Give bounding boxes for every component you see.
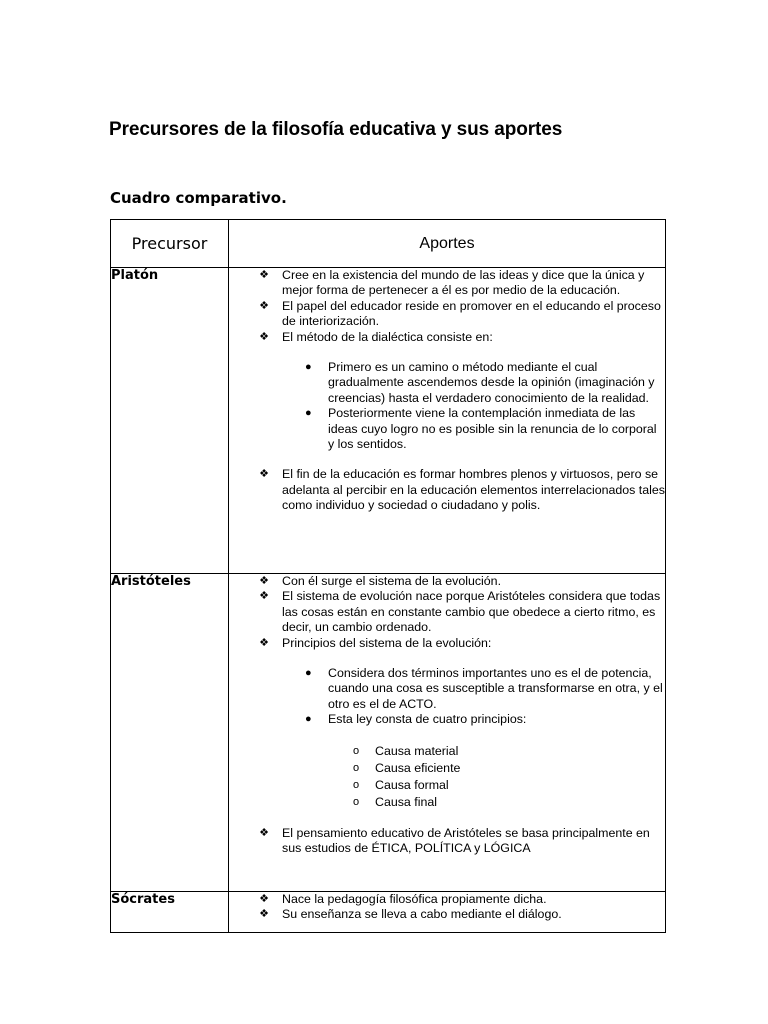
- diamond-bullet-icon: ❖: [259, 908, 269, 921]
- table-row-socrates: [111, 892, 666, 933]
- list-item-text: Cree en la existencia del mundo de las ideas y dice que la única y mejor forma de pertenecer a él es por medio de la educación.: [282, 268, 645, 298]
- list-item-text: Posteriormente viene la contemplación inmediata de las ideas cuyo logro no es posible sin la renuncia de lo corporal y los sentidos.: [328, 406, 657, 452]
- round-bullet-icon: ●: [305, 361, 312, 374]
- list-item: [353, 777, 665, 794]
- list-item: [353, 760, 665, 777]
- list-item-text: Esta ley consta de cuatro principios:: [328, 712, 527, 727]
- diamond-bullet-icon: ❖: [259, 636, 269, 649]
- list-item-text: El pensamiento educativo de Aristóteles se basa principalmente en sus estudios de ÉTICA, POLÍTICA y LÓGICA: [282, 825, 650, 856]
- list-item: [259, 892, 665, 907]
- list-item-text: Causa eficiente: [375, 760, 461, 775]
- circle-list: [328, 743, 665, 811]
- header-aportes: Aportes: [229, 220, 666, 268]
- diamond-bullet-icon: ❖: [259, 575, 269, 587]
- list-item-text: Causa formal: [375, 777, 449, 792]
- circle-bullet-icon: o: [353, 778, 360, 791]
- diamond-list: [229, 574, 665, 856]
- list-item-text: Causa final: [375, 794, 437, 809]
- list-item-text: Considera dos términos importantes uno es el de potencia, cuando una cosa es susceptible a transformarse en otra, y el otro es el de ACTO.: [328, 666, 663, 711]
- list-item-text: Con él surge el sistema de la evolución.: [282, 574, 502, 588]
- list-item: [259, 298, 665, 330]
- list-item: [259, 907, 665, 922]
- list-item: [259, 574, 665, 589]
- circle-bullet-icon: o: [353, 761, 360, 774]
- list-item: [353, 743, 665, 760]
- list-item-text: El sistema de evolución nace porque Aristóteles considera que todas las cosas están en constante cambio que obedece a cierto ritmo, es decir, un cambio ordenado.: [282, 589, 661, 635]
- aportes-cell: [229, 892, 666, 933]
- list-item: [259, 329, 665, 453]
- bullet-list: [282, 360, 665, 452]
- list-item: [305, 406, 665, 452]
- list-item: [305, 666, 665, 712]
- precursor-name: Aristóteles: [111, 574, 229, 892]
- list-item: [259, 589, 665, 635]
- list-item: [305, 712, 665, 810]
- list-item-text: Causa material: [375, 743, 459, 758]
- list-item: [305, 360, 665, 406]
- list-item-text: Nace la pedagogía filosófica propiamente dicha.: [282, 892, 547, 906]
- list-item: [259, 268, 665, 299]
- diamond-bullet-icon: ❖: [259, 269, 269, 281]
- aportes-cell: [229, 268, 666, 574]
- circle-bullet-icon: o: [353, 795, 360, 808]
- page-title: Precursores de la filosofía educativa y sus aportes: [109, 119, 563, 140]
- round-bullet-icon: ●: [305, 407, 312, 420]
- list-item-text: El método de la dialéctica consiste en:: [282, 329, 493, 344]
- circle-bullet-icon: o: [353, 744, 360, 757]
- precursor-name: Platón: [111, 268, 229, 574]
- diamond-bullet-icon: ❖: [259, 468, 269, 481]
- list-item-text: Primero es un camino o método mediante el cual gradualmente ascendemos desde la opinión (imaginación y creencias) hasta el verdadero conocimiento de la realidad.: [328, 360, 655, 405]
- table-row-aristoteles: [111, 574, 666, 892]
- list-item-text: El fin de la educación es formar hombres plenos y virtuosos, pero se adelanta al percibir en la educación elementos interrelacionados tales como individuo y sociedad o ciudadano y polis.: [282, 467, 665, 513]
- list-item-text: El papel del educador reside en promover en el educando el proceso de interiorización.: [282, 298, 661, 329]
- diamond-list: [229, 268, 665, 514]
- table-caption: Cuadro comparativo.: [110, 189, 287, 207]
- diamond-list: [229, 892, 665, 923]
- list-item: [259, 467, 665, 513]
- round-bullet-icon: ●: [305, 713, 312, 726]
- header-precursor: Precursor: [111, 220, 229, 268]
- diamond-bullet-icon: ❖: [259, 893, 269, 905]
- list-item: [259, 635, 665, 811]
- diamond-bullet-icon: ❖: [259, 330, 269, 343]
- list-item: [353, 794, 665, 811]
- precursor-name: Sócrates: [111, 892, 229, 933]
- list-item: [259, 825, 665, 857]
- comparison-table: [110, 219, 666, 933]
- table-header-row: [111, 220, 666, 268]
- aportes-cell: [229, 574, 666, 892]
- diamond-bullet-icon: ❖: [259, 826, 269, 839]
- diamond-bullet-icon: ❖: [259, 299, 269, 312]
- list-item-text: Principios del sistema de la evolución:: [282, 635, 492, 650]
- round-bullet-icon: ●: [305, 667, 312, 680]
- diamond-bullet-icon: ❖: [259, 590, 269, 603]
- bullet-list: [282, 666, 665, 811]
- table-row-platon: [111, 268, 666, 574]
- list-item-text: Su enseñanza se lleva a cabo mediante el diálogo.: [282, 907, 562, 922]
